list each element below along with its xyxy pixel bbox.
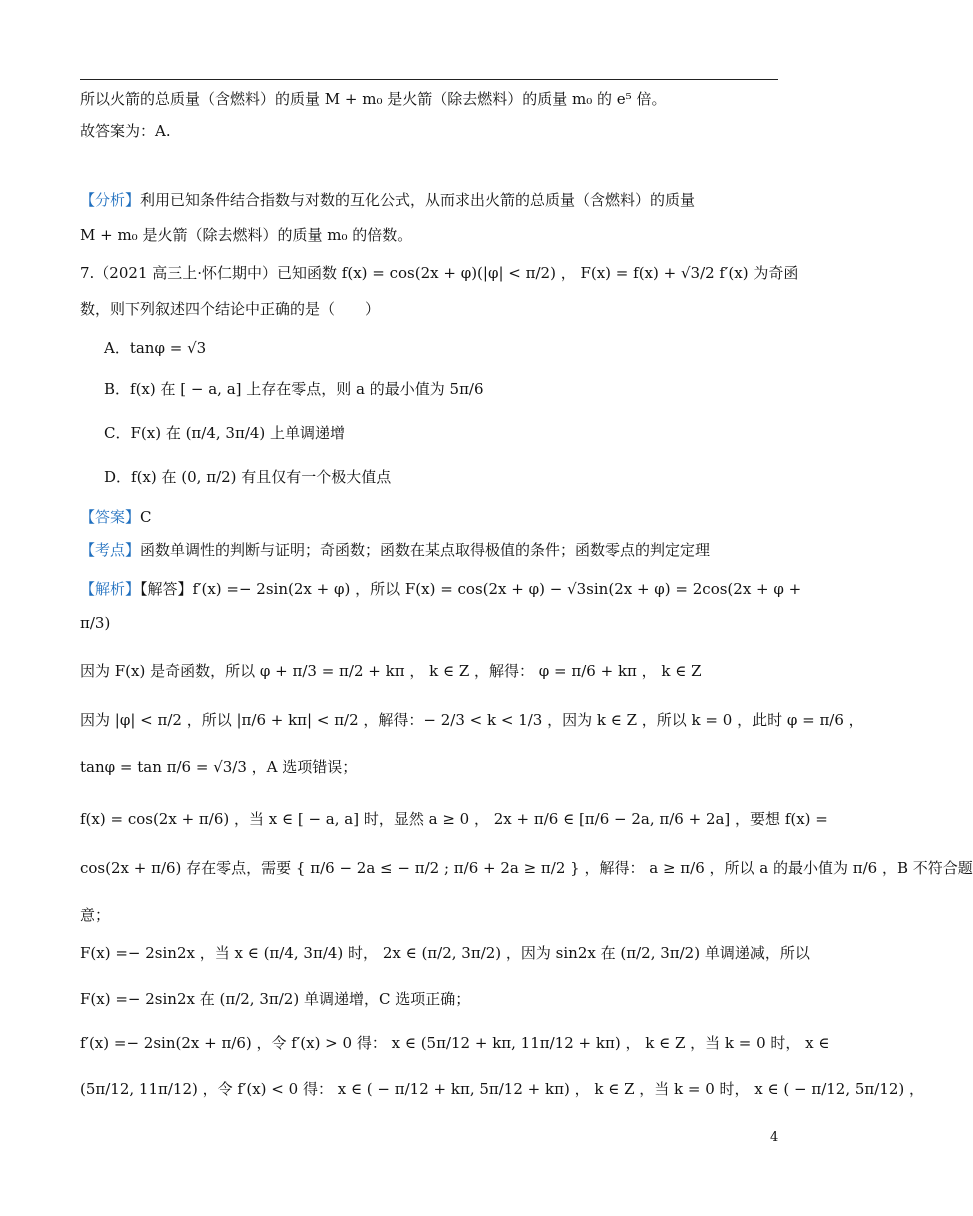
option-c: C．F(x) 在 (π/4, 3π/4) 上单调递增 — [104, 424, 346, 442]
analysis-tag: 【分析】 — [80, 191, 141, 209]
answer-line — [80, 506, 152, 528]
knowledge-point-line — [80, 539, 710, 561]
solution-line: tanφ = tan π/6 = √3/3 ，A 选项错误； — [80, 758, 358, 776]
option-d: D．f(x) 在 (0, π/2) 有且仅有一个极大值点 — [104, 468, 392, 486]
solution-line — [80, 578, 801, 600]
option-b: B．f(x) 在 [ − a, a] 上存在零点，则 a 的最小值为 5π/6 — [104, 380, 484, 398]
analysis-text: 利用已知条件结合指数与对数的互化公式，从而求出火箭的总质量（含燃料）的质量 — [140, 191, 696, 209]
solution-line: F(x) =− 2sin2x ，当 x ∈ (π/4, 3π/4) 时， 2x ∈ (π/2, 3π/2) ，因为 sin2x 在 (π/2, 3π/2) 单调递减，所以 — [80, 944, 810, 962]
solution-text: 【解答】f′(x) =− 2sin(2x + φ) ，所以 F(x) = cos(2x + φ) − √3sin(2x + φ) = 2cos(2x + φ + — [140, 580, 802, 598]
question-7-stem-cont: 数，则下列叙述四个结论中正确的是（ ） — [80, 300, 381, 318]
answer-tag: 【答案】 — [80, 508, 141, 526]
solution-line: 意； — [80, 906, 111, 924]
text-line: 故答案为：A. — [80, 122, 171, 140]
analysis-line — [80, 189, 695, 211]
solution-line: (5π/12, 11π/12) ，令 f′(x) < 0 得： x ∈ ( − π/12 + kπ, 5π/12 + kπ) ， k ∈ Z ，当 k = 0 时， x ∈ ( − π/12, 5π/12) ， — [80, 1080, 925, 1098]
question-7-stem: 7.（2021 高三上·怀仁期中）已知函数 f(x) = cos(2x + φ)(|φ| < π/2) ， F(x) = f(x) + √3/2 f′(x) 为奇函 — [80, 264, 799, 282]
solution-line: f′(x) =− 2sin(2x + π/6) ，令 f′(x) > 0 得： x ∈ (5π/12 + kπ, 11π/12 + kπ) ， k ∈ Z ，当 k = 0 时， x ∈ — [80, 1034, 830, 1052]
solution-line: π/3) — [80, 614, 111, 632]
knowledge-point-text: 函数单调性的判断与证明；奇函数；函数在某点取得极值的条件；函数零点的判定定理 — [140, 541, 711, 559]
solution-line: cos(2x + π/6) 存在零点，需要 { π/6 − 2a ≤ − π/2 ; π/6 + 2a ≥ π/2 } ，解得： a ≥ π/6 ，所以 a 的最小值为 π/6 ，B 不符合题 — [80, 859, 973, 877]
solution-line: f(x) = cos(2x + π/6) ，当 x ∈ [ − a, a] 时，显然 a ≥ 0 ， 2x + π/6 ∈ [π/6 − 2a, π/6 + 2a] ，要想 f(x) = — [80, 810, 828, 828]
solution-line: 因为 |φ| < π/2 ，所以 |π/6 + kπ| < π/2 ，解得：− 2/3 < k < 1/3 ，因为 k ∈ Z ，所以 k = 0 ，此时 φ = π/6 ， — [80, 711, 864, 729]
text-line: 所以火箭的总质量（含燃料）的质量 M + m₀ 是火箭（除去燃料）的质量 m₀ 的 e⁵ 倍。 — [80, 90, 667, 108]
page-number: 4 — [770, 1130, 779, 1145]
header-rule — [80, 79, 778, 80]
answer-value: C — [140, 508, 152, 526]
solution-line: F(x) =− 2sin2x 在 (π/2, 3π/2) 单调递增，C 选项正确； — [80, 990, 471, 1008]
solution-line: 因为 F(x) 是奇函数，所以 φ + π/3 = π/2 + kπ ， k ∈ Z ，解得： φ = π/6 + kπ ， k ∈ Z — [80, 662, 702, 680]
solution-tag: 【解析】 — [80, 580, 141, 598]
analysis-line-2: M + m₀ 是火箭（除去燃料）的质量 m₀ 的倍数。 — [80, 226, 413, 244]
option-a: A．tanφ = √3 — [104, 339, 207, 357]
knowledge-point-tag: 【考点】 — [80, 541, 141, 559]
